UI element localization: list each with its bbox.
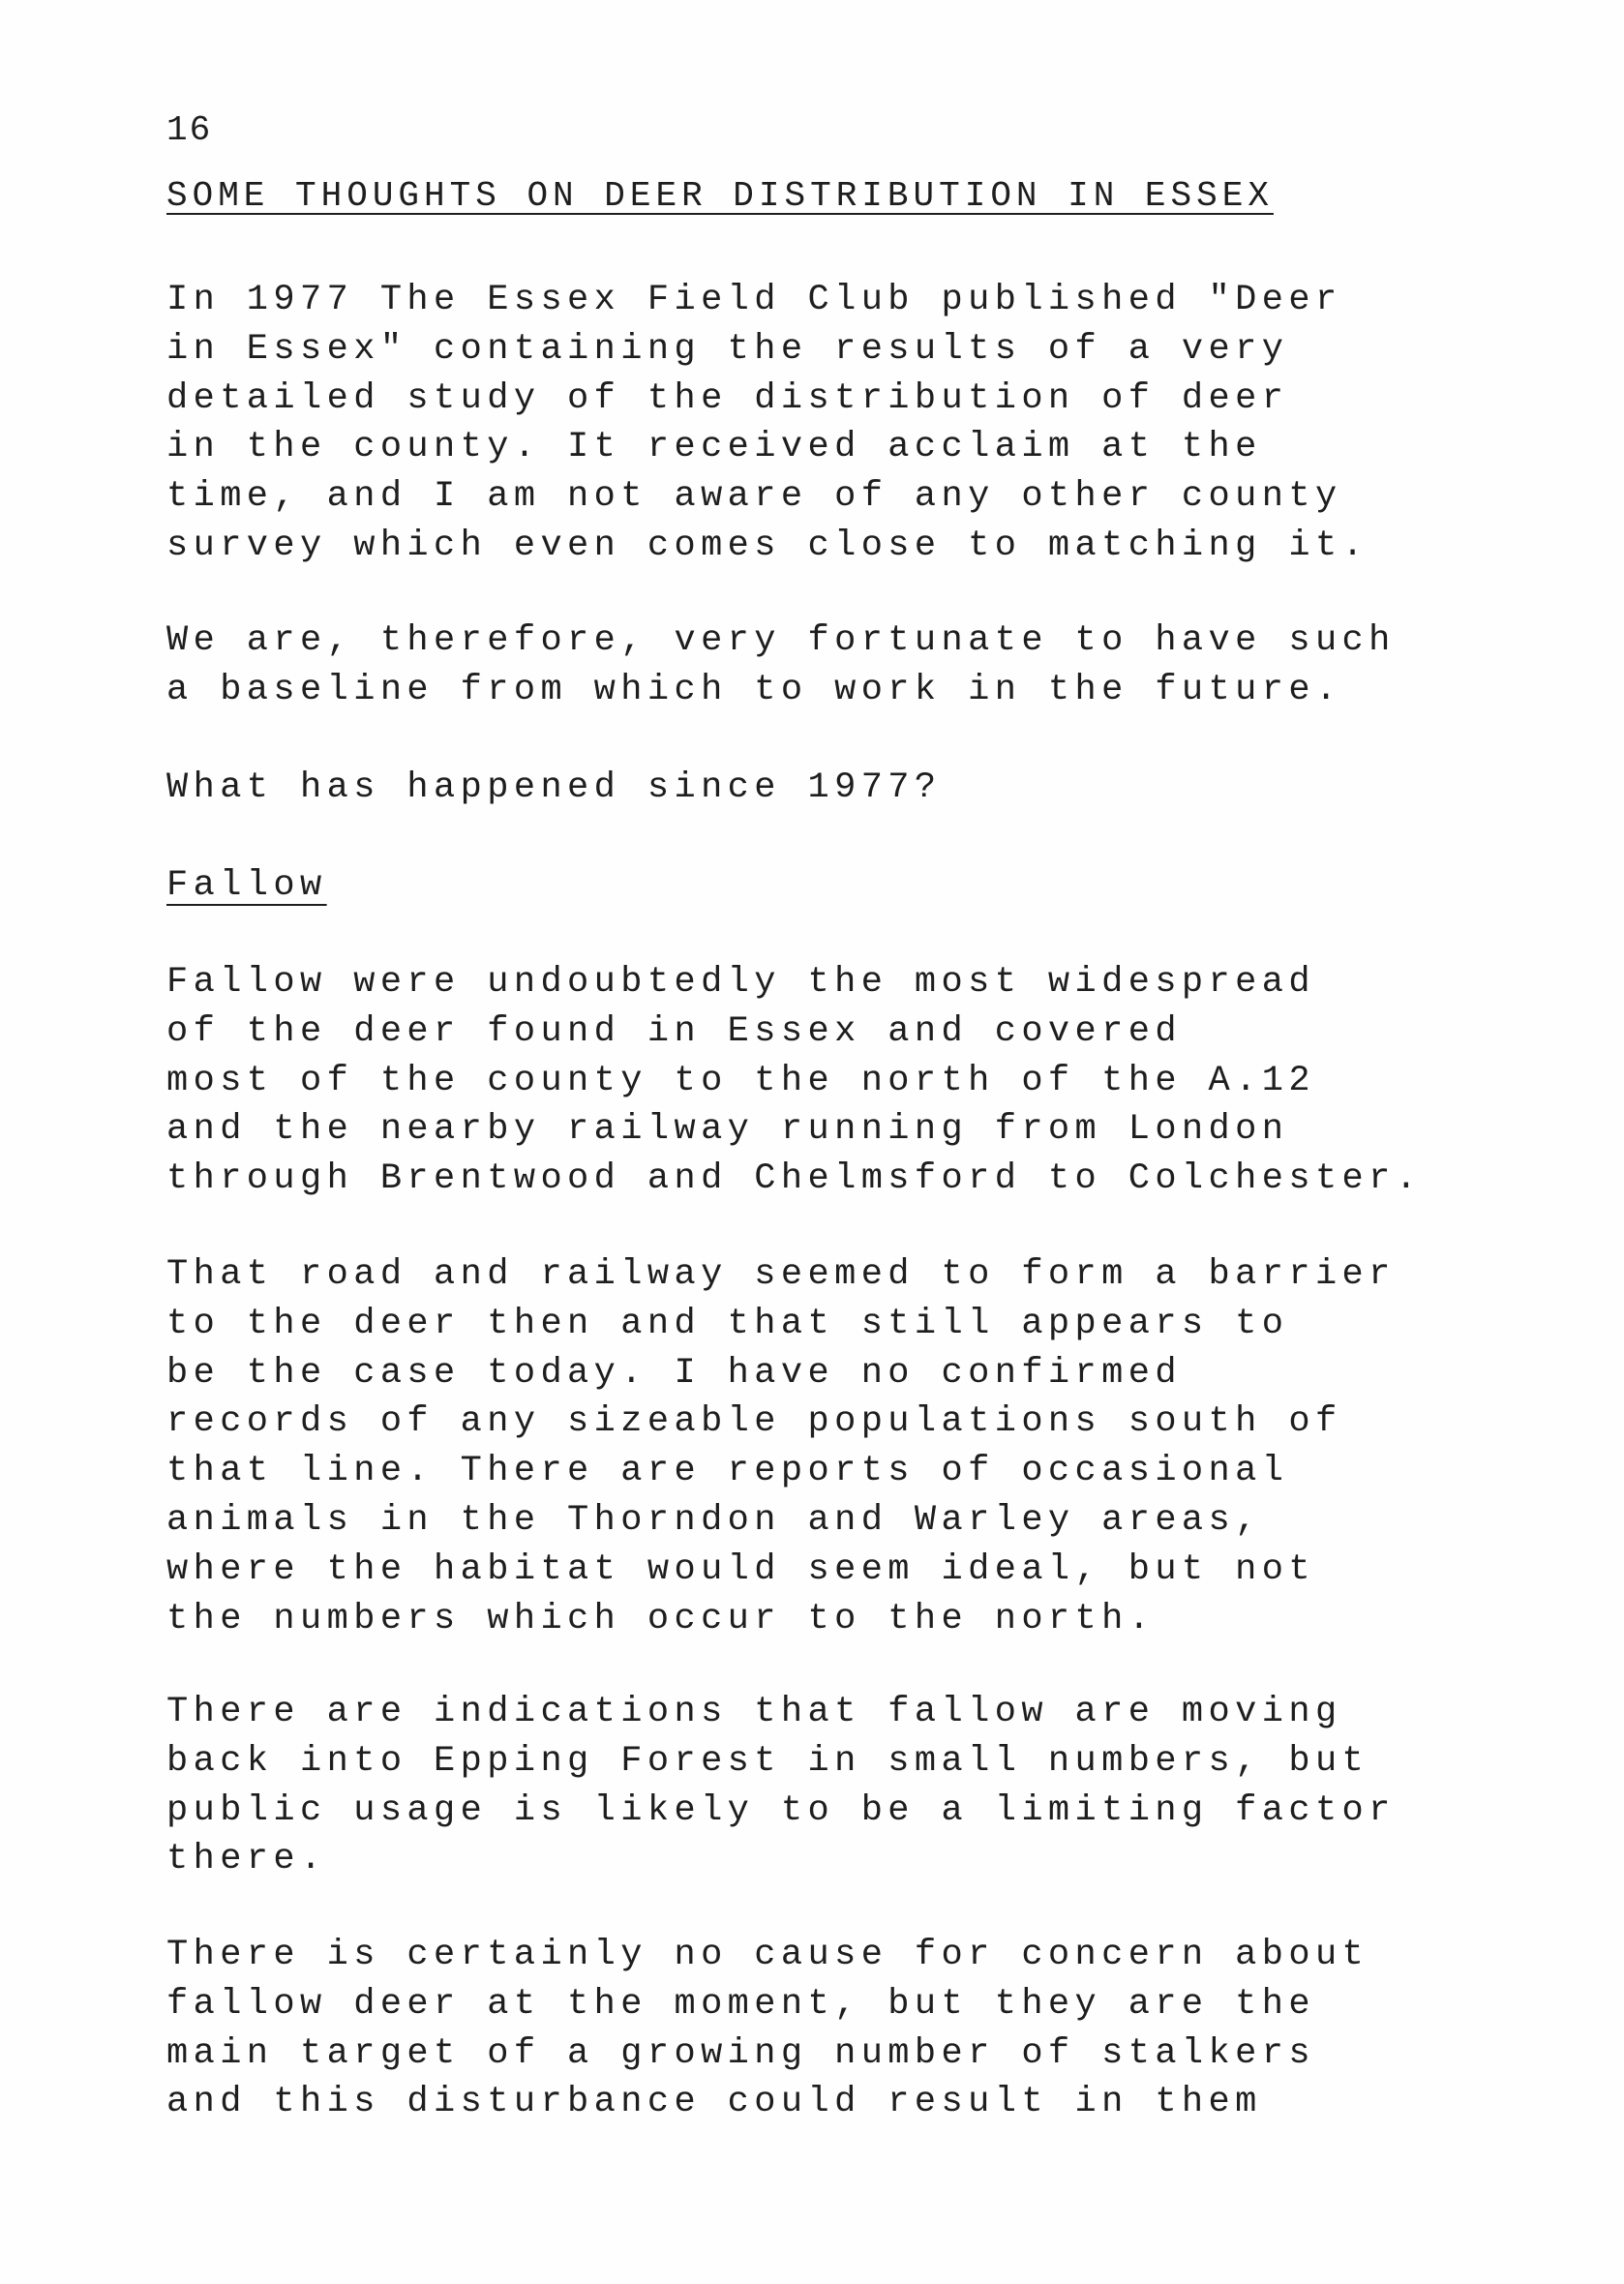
text-line: fallow deer at the moment, but they are the xyxy=(166,1983,1315,2025)
paragraph-fallow-range xyxy=(166,958,1422,1204)
text-line: in Essex" containing the results of a very xyxy=(166,328,1289,370)
paragraph-epping xyxy=(166,1688,1396,1884)
text-line: and the nearby railway running from London xyxy=(166,1109,1289,1151)
text-line: through Brentwood and Chelmsford to Colchester. xyxy=(166,1158,1423,1200)
text-line: detailed study of the distribution of deer xyxy=(166,377,1289,419)
text-line: where the habitat would seem ideal, but not xyxy=(166,1548,1315,1590)
text-line: Fallow were undoubtedly the most widespread xyxy=(166,962,1315,1003)
paragraph-intro xyxy=(166,276,1368,571)
text-line: That road and railway seemed to form a barrier xyxy=(166,1254,1396,1295)
paragraph-baseline xyxy=(166,616,1396,715)
text-line: There are indications that fallow are moving xyxy=(166,1692,1342,1732)
paragraph-question xyxy=(166,764,942,813)
text-line: back into Epping Forest in small numbers, but xyxy=(166,1740,1369,1782)
text-line: There is certainly no cause for concern about xyxy=(166,1935,1369,1975)
section-heading-fallow: Fallow xyxy=(166,865,327,906)
text-line: animals in the Thorndon and Warley areas, xyxy=(166,1499,1262,1541)
text-line: be the case today. I have no confirmed xyxy=(166,1352,1182,1394)
text-line: main target of a growing number of stalkers xyxy=(166,2032,1315,2074)
text-line: of the deer found in Essex and covered xyxy=(166,1010,1182,1052)
page-number: 16 xyxy=(166,110,213,150)
text-line: We are, therefore, very fortunate to have such xyxy=(166,620,1396,661)
text-line: in the county. It received acclaim at the xyxy=(166,427,1262,468)
text-line: In 1977 The Essex Field Club published "Deer xyxy=(166,280,1342,320)
text-line: records of any sizeable populations south of xyxy=(166,1401,1342,1443)
paragraph-barrier xyxy=(166,1250,1396,1643)
text-line: public usage is likely to be a limiting factor xyxy=(166,1789,1396,1831)
text-line: there. xyxy=(166,1839,327,1880)
text-line: the numbers which occur to the north. xyxy=(166,1598,1156,1639)
text-line: a baseline from which to work in the future. xyxy=(166,669,1342,710)
text-line: survey which even comes close to matching it. xyxy=(166,525,1369,566)
text-line: that line. There are reports of occasional xyxy=(166,1451,1289,1492)
text-line: most of the county to the north of the A.12 xyxy=(166,1060,1315,1101)
text-line: What has happened since 1977? xyxy=(166,767,942,808)
text-line: to the deer then and that still appears to xyxy=(166,1303,1289,1344)
paragraph-concern xyxy=(166,1931,1368,2127)
text-line: time, and I am not aware of any other county xyxy=(166,476,1342,518)
text-line: and this disturbance could result in them xyxy=(166,2082,1262,2123)
page-title: SOME THOUGHTS ON DEER DISTRIBUTION IN ESSEX xyxy=(166,176,1274,216)
